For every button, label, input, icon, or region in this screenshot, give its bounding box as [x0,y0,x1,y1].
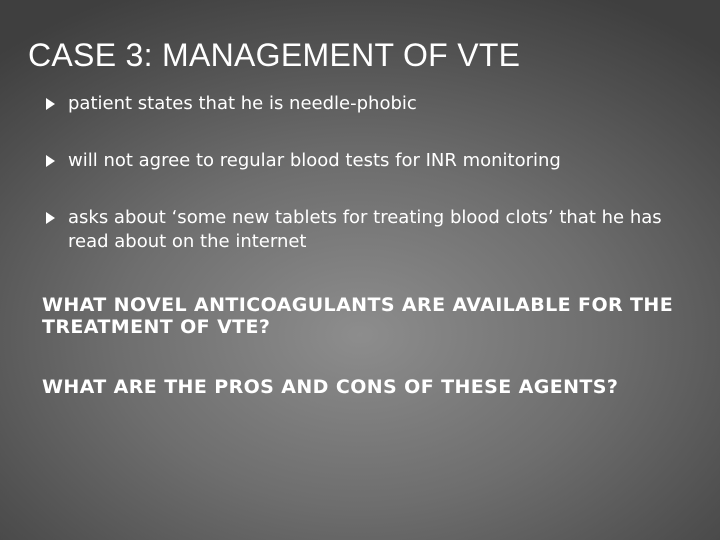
bullet-text: will not agree to regular blood tests for INR monitoring [68,150,561,171]
question-heading: WHAT NOVEL ANTICOAGULANTS ARE AVAILABLE FOR THE TREATMENT OF VTE? [42,294,674,338]
bullet-item [44,149,694,173]
bullet-text: patient states that he is needle-phobic [68,93,417,114]
question-heading: WHAT ARE THE PROS AND CONS OF THESE AGENTS? [42,376,619,398]
triangle-right-icon [46,155,55,167]
bullet-text: asks about ‘some new tablets for treating blood clots’ that he has read about on the internet [68,207,662,252]
triangle-right-icon [46,212,55,224]
slide-title: CASE 3: MANAGEMENT OF VTE [28,37,521,73]
bullet-item [44,92,694,116]
question-block [42,294,702,398]
triangle-right-icon [46,98,55,110]
bullet-list [44,92,694,254]
bullet-item [44,206,694,254]
